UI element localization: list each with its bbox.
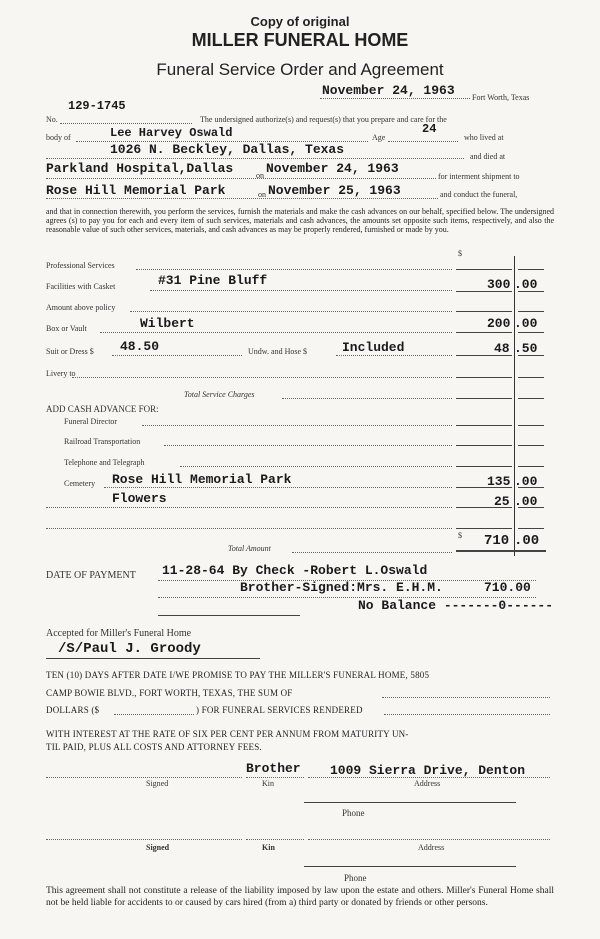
signature: /S/Paul J. Groody	[58, 641, 201, 657]
box-label: Box or Vault	[46, 324, 87, 333]
box-desc: Wilbert	[140, 316, 195, 331]
age-value: 24	[422, 122, 437, 136]
total-cents: .00	[514, 533, 540, 549]
order-date: November 24, 1963	[322, 83, 455, 98]
suit-label: Suit or Dress $	[46, 347, 94, 356]
interest-line-2: TIL PAID, PLUS ALL COSTS AND ATTORNEY FEES.	[46, 742, 262, 752]
accepted-label: Accepted for Miller's Funeral Home	[46, 628, 192, 639]
on-label-2: on	[258, 190, 266, 199]
suit-value: 48.50	[120, 339, 160, 354]
deceased-name: Lee Harvey Oswald	[110, 126, 233, 140]
livery-label: Livery to	[46, 369, 76, 378]
signed-label-2: Signed	[146, 843, 170, 852]
signed-label-1: Signed	[146, 779, 169, 788]
flowers-dollars: 25	[494, 494, 510, 509]
body-of-label: body of	[46, 133, 71, 142]
payment-line-2a: Brother-Signed:Mrs. E.H.M.	[240, 580, 443, 595]
died-at-label: and died at	[470, 152, 506, 161]
form-title: Funeral Service Order and Agreement	[156, 60, 444, 79]
no-label: No.	[46, 115, 58, 124]
cash-advance-label: ADD CASH ADVANCE FOR:	[46, 404, 159, 414]
conduct-label: and conduct the funeral,	[440, 190, 518, 199]
flowers-desc: Flowers	[112, 491, 167, 506]
hose-label: Undw. and Hose $	[248, 347, 308, 356]
facilities-dollars: 300	[487, 277, 511, 292]
box-cents: .00	[514, 316, 538, 331]
professional-services-label: Professional Services	[46, 261, 115, 270]
promise-line-3b: ) FOR FUNERAL SERVICES RENDERED	[196, 705, 363, 715]
interment-label: for interment shipment to	[438, 172, 520, 181]
copy-of-original: Copy of original	[250, 14, 350, 29]
funeral-date: November 25, 1963	[268, 183, 401, 198]
kin-label-2: Kin	[262, 843, 275, 852]
on-label-1: on	[256, 171, 264, 180]
facilities-label: Facilities with Casket	[46, 282, 116, 291]
total-dollar-sign: $	[458, 531, 462, 540]
hose-value: Included	[342, 340, 405, 355]
cemetery-destination: Rose Hill Memorial Park	[46, 183, 226, 198]
cemetery-desc: Rose Hill Memorial Park	[112, 472, 292, 487]
facilities-cents: .00	[514, 277, 538, 292]
suit-cents: .50	[514, 341, 538, 356]
total-amount-label: Total Amount	[228, 544, 271, 553]
kin-label-1: Kin	[262, 779, 274, 788]
promise-line-1: TEN (10) DAYS AFTER DATE I/WE PROMISE TO PAY THE MILLER'S FUNERAL HOME, 5805	[46, 670, 430, 680]
company-name: MILLER FUNERAL HOME	[191, 30, 409, 50]
address-label-2: Address	[418, 843, 445, 852]
kin-address-value: 1009 Sierra Drive, Denton	[330, 763, 526, 778]
railroad-label: Railroad Transportation	[64, 437, 141, 446]
order-number: 129-1745	[68, 99, 126, 113]
total-dollars: 710	[484, 533, 510, 549]
facilities-desc: #31 Pine Bluff	[158, 273, 268, 288]
died-date: November 24, 1963	[266, 161, 399, 176]
footer-text: This agreement shall not constitute a release of the liability imposed by law upon the estate and others. Miller's Funeral Home shall not be held liable for accidents to or caused by cars hired (from a) third party or donated by friends or other persons.	[46, 886, 554, 908]
age-label: Age	[372, 133, 386, 142]
phone-label-1: Phone	[342, 808, 365, 818]
box-dollars: 200	[487, 316, 511, 331]
funeral-director-label: Funeral Director	[64, 417, 118, 426]
agreement-paragraph: and that in connection therewith, you perform the services, furnish the materials and make the cash advances on our behalf, specified below. The undersigned agrees (s) to pay you for each and every item of such services, materials and cash advances, the amounts set opposite such items, respectively, and also the reasonable value of such other services, materials, and cash advances as may be properly rendered, furnished or made by you.	[46, 207, 554, 234]
phone-label-2: Phone	[344, 873, 367, 883]
payment-line-2b: 710.00	[484, 580, 531, 595]
cemetery-dollars: 135	[487, 474, 511, 489]
cemetery-label: Cemetery	[64, 479, 96, 488]
cemetery-cents: .00	[514, 474, 538, 489]
flowers-cents: .00	[514, 494, 538, 509]
amount-above-label: Amount above policy	[46, 303, 116, 312]
authorize-text: The undersigned authorize(s) and request(s) that you prepare and care for the	[200, 115, 447, 124]
city-label: Fort Worth, Texas	[472, 93, 530, 102]
dollar-sign-header: $	[458, 249, 462, 258]
telephone-label: Telephone and Telegraph	[64, 458, 145, 467]
payment-line-1: 11-28-64 By Check -Robert L.Oswald	[162, 563, 428, 578]
interest-line-1: WITH INTEREST AT THE RATE OF SIX PER CENT PER ANNUM FROM MATURITY UN-	[46, 729, 409, 739]
payment-line-3: No Balance -------0------	[358, 598, 554, 613]
total-service-label: Total Service Charges	[184, 390, 255, 399]
address-label-1: Address	[414, 779, 441, 788]
who-lived-label: who lived at	[464, 133, 504, 142]
payment-date-label: DATE OF PAYMENT	[46, 570, 136, 581]
suit-dollars: 48	[494, 341, 510, 356]
address-value: 1026 N. Beckley, Dallas, Texas	[110, 142, 345, 157]
died-place: Parkland Hospital,Dallas	[46, 161, 234, 176]
promise-line-2: CAMP BOWIE BLVD., FORT WORTH, TEXAS, THE SUM OF	[46, 688, 293, 698]
kin-value: Brother	[246, 761, 301, 776]
promise-line-3a: DOLLARS ($	[46, 705, 100, 715]
